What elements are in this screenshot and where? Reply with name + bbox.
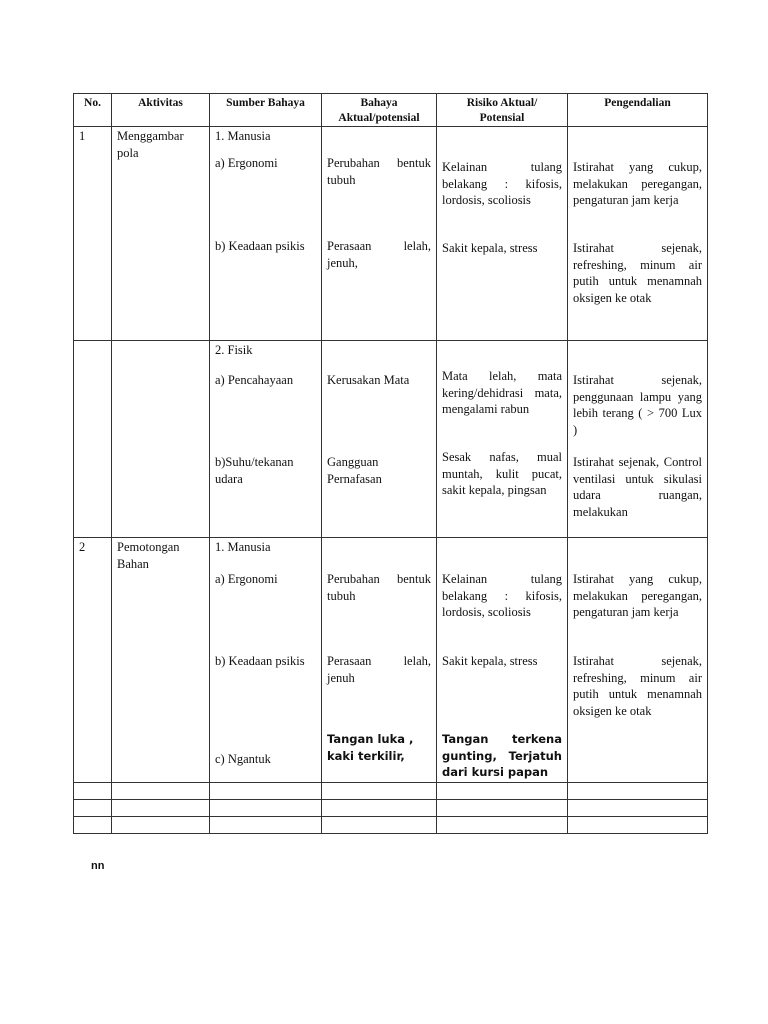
risiko-item: Sakit kepala, stress bbox=[442, 241, 538, 255]
cell-pengendalian bbox=[568, 538, 708, 783]
empty-row bbox=[74, 817, 708, 834]
cell-risiko bbox=[437, 127, 568, 341]
risiko-item: Kelainan tulang belakang : kifosis, lordosis, scoliosis bbox=[442, 160, 562, 207]
header-no: No. bbox=[74, 94, 112, 127]
bahaya-item: Gangguan Pernafasan bbox=[327, 455, 382, 486]
bahaya-item: Perubahan bentuk tubuh bbox=[327, 572, 431, 603]
cell-bahaya bbox=[322, 127, 437, 341]
risiko-item: Sakit kepala, stress bbox=[442, 654, 538, 668]
risiko-item: Sesak nafas, mual muntah, kulit pucat, sakit kepala, pingsan bbox=[442, 450, 562, 497]
table-row bbox=[74, 127, 708, 341]
bahaya-item: Perasaan lelah, jenuh bbox=[327, 654, 431, 685]
risiko-item: Kelainan tulang belakang : kifosis, lordosis, scoliosis bbox=[442, 572, 562, 619]
pengendalian-item: Istirahat sejenak, refreshing, minum air putih untuk menamnah oksigen ke otak bbox=[573, 654, 702, 718]
cell-aktivitas: Pemotongan Bahan bbox=[112, 538, 210, 783]
bahaya-item: Kerusakan Mata bbox=[327, 373, 410, 387]
header-row bbox=[74, 94, 708, 127]
empty-row bbox=[74, 783, 708, 800]
pengendalian-item: Istirahat yang cukup, melakukan peregangan, pengaturan jam kerja bbox=[573, 572, 702, 619]
sumber-item: b) Keadaan psikis bbox=[215, 239, 305, 253]
table-row bbox=[74, 538, 708, 783]
cell-pengendalian bbox=[568, 341, 708, 538]
pengendalian-item: Istirahat sejenak, refreshing, minum air putih untuk menamnah oksigen ke otak bbox=[573, 241, 702, 305]
bahaya-item: Tangan luka , kaki terkilir, bbox=[327, 732, 414, 763]
sumber-item: b) Keadaan psikis bbox=[215, 654, 305, 668]
cell-sumber bbox=[210, 127, 322, 341]
pengendalian-item: Istirahat sejenak, Control ventilasi untuk sikulasi udara ruangan, melakukan bbox=[573, 455, 702, 519]
footer-note: nn bbox=[91, 860, 105, 872]
cell-aktivitas bbox=[112, 341, 210, 538]
cell-pengendalian bbox=[568, 127, 708, 341]
pengendalian-item: Istirahat sejenak, penggunaan lampu yang lebih terang ( > 700 Lux ) bbox=[573, 373, 702, 437]
table-row bbox=[74, 341, 708, 538]
sumber-item: b)Suhu/tekanan udara bbox=[215, 455, 294, 486]
cell-risiko bbox=[437, 341, 568, 538]
cell-bahaya bbox=[322, 341, 437, 538]
cell-bahaya bbox=[322, 538, 437, 783]
bahaya-item: Perubahan bentuk tubuh bbox=[327, 156, 431, 187]
cell-sumber bbox=[210, 538, 322, 783]
sumber-item: a) Ergonomi bbox=[215, 572, 278, 586]
empty-row bbox=[74, 800, 708, 817]
sumber-item: a) Pencahayaan bbox=[215, 373, 294, 387]
sumber-title: 1. Manusia bbox=[215, 540, 271, 554]
cell-no: 1 bbox=[74, 127, 112, 341]
sumber-item: c) Ngantuk bbox=[215, 752, 271, 766]
pengendalian-item: Istirahat yang cukup, melakukan peregangan, pengaturan jam kerja bbox=[573, 160, 702, 207]
cell-no: 2 bbox=[74, 538, 112, 783]
header-sumber-bahaya: Sumber Bahaya bbox=[210, 94, 322, 127]
cell-aktivitas: Menggambar pola bbox=[112, 127, 210, 341]
cell-sumber bbox=[210, 341, 322, 538]
risiko-item: Mata lelah, mata kering/dehidrasi mata, mengalami rabun bbox=[442, 369, 562, 416]
hazard-table bbox=[73, 93, 708, 834]
sumber-title: 1. Manusia bbox=[215, 129, 271, 143]
header-risiko: Risiko Aktual/ Potensial bbox=[437, 94, 568, 127]
header-bahaya: Bahaya Aktual/potensial bbox=[322, 94, 437, 127]
bahaya-item: Perasaan lelah, jenuh, bbox=[327, 239, 431, 270]
header-aktivitas: Aktivitas bbox=[112, 94, 210, 127]
risiko-item: Tangan terkena gunting, Terjatuh dari kursi papan bbox=[442, 732, 562, 779]
sumber-title: 2. Fisik bbox=[215, 343, 253, 357]
sumber-item: a) Ergonomi bbox=[215, 156, 278, 170]
header-pengendalian: Pengendalian bbox=[568, 94, 708, 127]
cell-risiko bbox=[437, 538, 568, 783]
cell-no bbox=[74, 341, 112, 538]
